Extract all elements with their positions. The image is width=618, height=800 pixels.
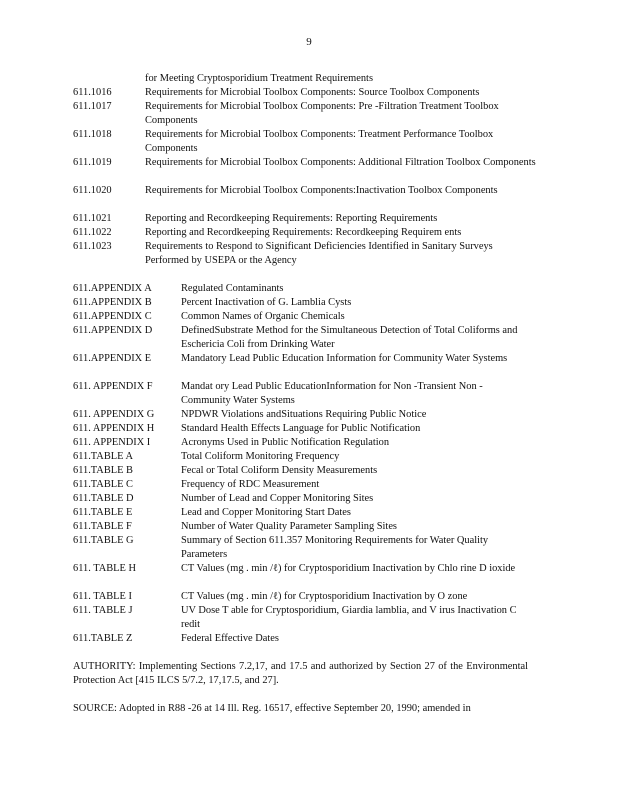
table-code: 611. TABLE J: [73, 605, 133, 616]
appendix-title: Standard Health Effects Language for Public Notification: [181, 423, 421, 434]
table-code: 611.TABLE A: [73, 451, 133, 462]
section-title: Reporting and Recordkeeping Requirements: Recordkeeping Requirem ents: [145, 227, 462, 238]
appendix-code: 611.APPENDIX D: [73, 325, 153, 336]
table-code: 611.TABLE G: [73, 535, 134, 546]
table-title: Total Coliform Monitoring Frequency: [181, 451, 340, 462]
table-code: 611. TABLE I: [73, 591, 132, 602]
appendix-title: Common Names of Organic Chemicals: [181, 311, 345, 322]
section-code: 611.1022: [73, 227, 112, 238]
appendix-code: 611. APPENDIX G: [73, 409, 155, 420]
table-title: Summary of Section 611.357 Monitoring Requirements for Water Quality Parameters: [181, 535, 489, 560]
appendix-title: Regulated Contaminants: [181, 283, 284, 294]
table-title: CT Values (mg . min /ℓ) for Cryptosporidium Inactivation by Chlo rine D ioxide: [181, 563, 516, 574]
section-title: Requirements for Microbial Toolbox Components: Source Toolbox Components: [145, 87, 480, 98]
appendix-code: 611. APPENDIX H: [73, 423, 155, 434]
table-code: 611.TABLE Z: [73, 633, 133, 644]
table-title: Federal Effective Dates: [181, 633, 279, 644]
authority-paragraph: AUTHORITY: Implementing Sections 7.2,17, and 17.5 and authorized by Section 27 of the Environmental Protection Act [415 ILCS 5/7.2, 17,17.5, and 27].: [73, 661, 528, 686]
section-title: Requirements for Microbial Toolbox Components: Treatment Performance Toolbox Components: [145, 129, 494, 154]
section-title: Requirements for Microbial Toolbox Components: Additional Filtration Toolbox Components: [145, 157, 536, 168]
appendix-code: 611.APPENDIX C: [73, 311, 152, 322]
appendix-code: 611. APPENDIX F: [73, 381, 153, 392]
table-title: Number of Lead and Copper Monitoring Sites: [181, 493, 374, 504]
section-title: Requirements for Microbial Toolbox Components:Inactivation Toolbox Components: [145, 185, 498, 196]
source-paragraph: SOURCE: Adopted in R88 -26 at 14 Ill. Reg. 16517, effective September 20, 1990; amended in: [73, 703, 471, 714]
appendix-code: 611. APPENDIX I: [73, 437, 151, 448]
section-title: for Meeting Cryptosporidium Treatment Requirements: [145, 73, 373, 84]
table-title: UV Dose T able for Cryptosporidium, Giardia lamblia, and V irus Inactivation C redit: [181, 605, 517, 630]
appendix-title: Percent Inactivation of G. Lamblia Cysts: [181, 297, 352, 308]
appendix-title: Mandat ory Lead Public EducationInformation for Non -Transient Non -Community Water Systems: [181, 381, 483, 406]
section-code: 611.1020: [73, 185, 112, 196]
section-code: 611.1018: [73, 129, 112, 140]
table-title: Frequency of RDC Measurement: [181, 479, 320, 490]
table-title: Fecal or Total Coliform Density Measurements: [181, 465, 378, 476]
table-code: 611. TABLE H: [73, 563, 136, 574]
page-number: 9: [306, 36, 312, 48]
table-title: CT Values (mg . min /ℓ) for Cryptosporidium Inactivation by O zone: [181, 591, 468, 602]
section-code: 611.1021: [73, 213, 112, 224]
table-code: 611.TABLE E: [73, 507, 133, 518]
table-code: 611.TABLE F: [73, 521, 132, 532]
table-title: Lead and Copper Monitoring Start Dates: [181, 507, 351, 518]
table-code: 611.TABLE D: [73, 493, 134, 504]
appendix-code: 611.APPENDIX E: [73, 353, 152, 364]
appendix-code: 611.APPENDIX A: [73, 283, 152, 294]
appendix-title: DefinedSubstrate Method for the Simultaneous Detection of Total Coliforms and Eschericia Coli from Drinking Water: [181, 325, 518, 350]
section-code: 611.1017: [73, 101, 112, 112]
section-code: 611.1016: [73, 87, 112, 98]
appendix-title: Mandatory Lead Public Education Information for Community Water Systems: [181, 353, 508, 364]
appendix-title: NPDWR Violations andSituations Requiring Public Notice: [181, 409, 427, 420]
table-code: 611.TABLE B: [73, 465, 133, 476]
section-title: Reporting and Recordkeeping Requirements: Reporting Requirements: [145, 213, 438, 224]
appendix-code: 611.APPENDIX B: [73, 297, 152, 308]
appendix-title: Acronyms Used in Public Notification Regulation: [181, 437, 390, 448]
section-code: 611.1019: [73, 157, 112, 168]
section-code: 611.1023: [73, 241, 112, 252]
table-title: Number of Water Quality Parameter Sampling Sites: [181, 521, 397, 532]
section-title: Requirements to Respond to Significant Deficiencies Identified in Sanitary Surveys Performed by USEPA or the Agency: [145, 241, 493, 266]
section-title: Requirements for Microbial Toolbox Components: Pre -Filtration Treatment Toolbox Components: [145, 101, 499, 126]
table-code: 611.TABLE C: [73, 479, 133, 490]
